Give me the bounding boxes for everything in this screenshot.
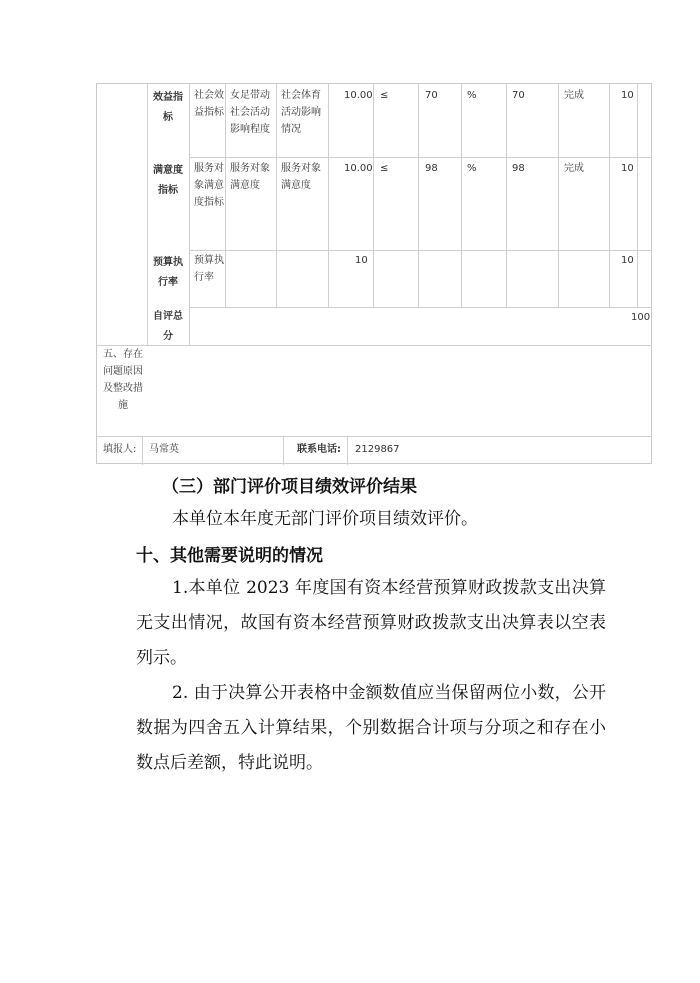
row2-content: 服务对象满意度 bbox=[281, 163, 321, 191]
row3-category: 预算执行率 bbox=[153, 257, 183, 288]
row2-weight: 10.00 bbox=[344, 163, 373, 174]
self-score-label: 自评总分 bbox=[153, 311, 183, 342]
row1-op: ≤ bbox=[380, 90, 389, 101]
phone-label: 联系电话: bbox=[297, 444, 341, 455]
row2-unit: % bbox=[467, 163, 477, 174]
row1-score: 10 bbox=[621, 90, 634, 101]
row1-indicator: 女足带动社会活动影响程度 bbox=[230, 90, 270, 135]
row2-actual: 98 bbox=[512, 163, 525, 174]
row1-category: 效益指标 bbox=[153, 92, 183, 123]
row1-weight: 10.00 bbox=[344, 90, 373, 101]
row1-target: 70 bbox=[425, 90, 438, 101]
section3-heading: （三）部门评价项目绩效评价结果 bbox=[162, 477, 417, 497]
row2-op: ≤ bbox=[380, 163, 389, 174]
section10-heading: 十、其他需要说明的情况 bbox=[136, 546, 323, 566]
row2-status: 完成 bbox=[564, 163, 584, 174]
row3-weight: 10 bbox=[355, 255, 368, 266]
reporter-name: 马常英 bbox=[149, 444, 179, 455]
row3-score: 10 bbox=[621, 255, 634, 266]
issues-label: 五、存在问题原因及整改措施 bbox=[103, 349, 143, 411]
row2-target: 98 bbox=[425, 163, 438, 174]
row1-content: 社会体育活动影响情况 bbox=[281, 90, 321, 135]
row2-score: 10 bbox=[621, 163, 634, 174]
section3-text: 本单位本年度无部门评价项目绩效评价。 bbox=[172, 509, 478, 529]
performance-table bbox=[96, 83, 652, 464]
row1-actual: 70 bbox=[512, 90, 525, 101]
row2-indicator: 服务对象满意度 bbox=[230, 163, 270, 191]
row2-category: 满意度指标 bbox=[153, 165, 183, 196]
row1-unit: % bbox=[467, 90, 477, 101]
reporter-label: 填报人: bbox=[103, 444, 137, 455]
row3-sub: 预算执行率 bbox=[194, 255, 224, 283]
self-score-value: 100 bbox=[631, 312, 651, 323]
section10-para2: 2. 由于决算公开表格中金额数值应当保留两位小数，公开数据为四舍五入计算结果，个别数据合计项与分项之和存在小数点后差额，特此说明。 bbox=[136, 683, 606, 773]
section10-para1: 1.本单位 2023 年度国有资本经营预算财政拨款支出决算无支出情况，故国有资本经营预算财政拨款支出决算表以空表列示。 bbox=[136, 578, 606, 668]
phone-value: 2129867 bbox=[355, 444, 400, 455]
row1-sub: 社会效益指标 bbox=[194, 90, 224, 118]
row1-status: 完成 bbox=[564, 90, 584, 101]
row2-sub: 服务对象满意度指标 bbox=[194, 163, 224, 208]
